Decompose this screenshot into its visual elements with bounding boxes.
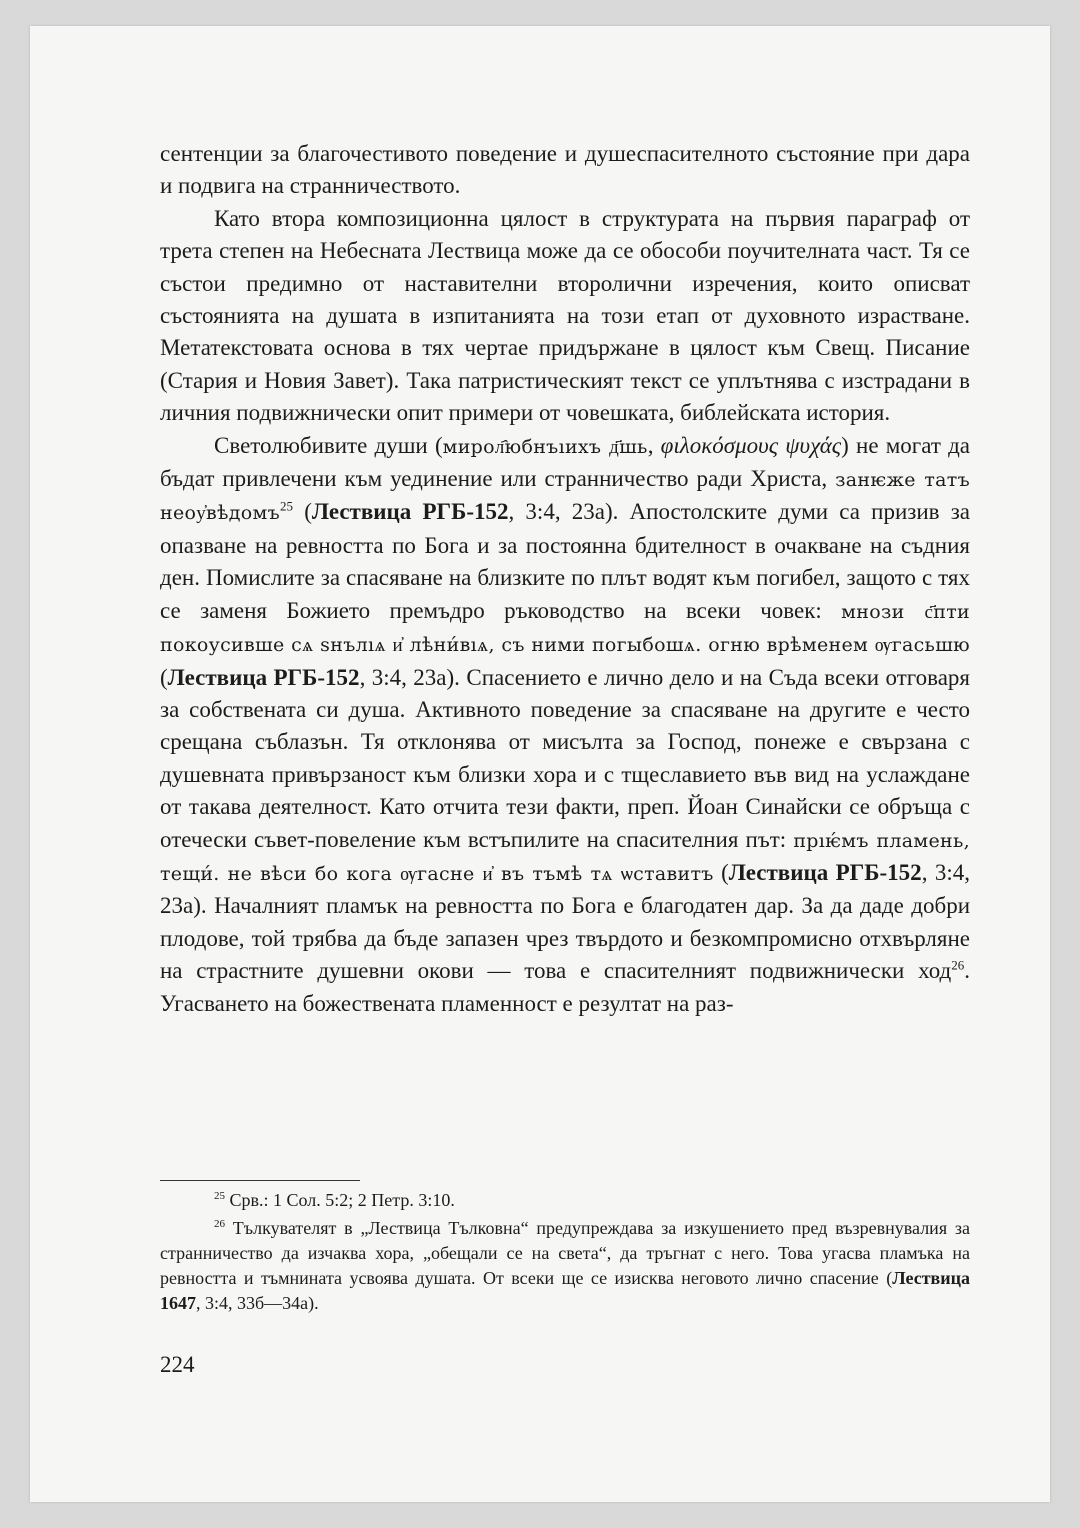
source-ref-3: Лествица РГБ-152 [728, 859, 922, 885]
footnote-25 [160, 1188, 970, 1213]
source-ref-1: Лествица РГБ-152 [311, 499, 509, 525]
footnote-26-text-b: , 3:4, 33б—34а). [196, 1293, 319, 1313]
slavonic-quote-4: прıѥ́мъ пламень, тещи́. не вѣси бо кога ѹгасне и҆ въ тъмѣ тѧ ѡставитъ [160, 829, 970, 885]
p3-text-a: Светолюбивите души ( [214, 432, 443, 458]
book-page [30, 26, 1050, 1502]
slavonic-quote-1: мирол҄юбнъıихъ д҃шь [442, 435, 648, 458]
paragraph-3 [160, 430, 970, 1020]
p3-text-c: , 3:4, 23а). Спасението е лично дело и на Съда всеки отговаря за собствената си душа. Активното поведение за спасяване на другите е често срещана съблазън. Тя отклонява от мисълта за Господ, понеже е свързана с душевната привързаност към близки хора и с тщеславието във вид на услаждане от такава деятелност. Като отчита тези факти, преп. Йоан Синайски се обръща с отечески съвет-повеление към встъпилите на спасителния път: [160, 664, 970, 852]
slavonic-quote-2: занѥже татъ неоу҆вѣдомъ [160, 469, 970, 525]
footnote-26-text-a: Тълкувателят в „Лествица Тълковна“ предупреждава за изкушението пред възревнувалия за странничество да изчаква хора, „обещали се на света“, да тръгнат с него. Това угасва пламъка на ревността и тъмнината усвоява душата. От всеки ще се изисква неговото лично спасение ( [160, 1218, 970, 1288]
p3-paren-open-2: ( [160, 664, 168, 690]
main-text [160, 138, 970, 1020]
p3-comma: , [647, 432, 661, 458]
page-number: 224 [160, 1352, 195, 1377]
p3-text-e: . Угасването на божествената пламенност е резултат на раз- [160, 958, 970, 1016]
footnote-ref-25: 25 [280, 498, 294, 514]
slavonic-quote-3: мнози с҃пти покоусивше сѧ ѕнълıѧ и҆ лѣни́вıѧ, съ ними погыбошѧ. огню врѣменем ѹгасьшю [160, 600, 970, 657]
source-ref-2: Лествица РГБ-152 [167, 664, 360, 690]
p3-text-b: ) не могат да бъдат привлечени към уединение или странничество ради Христа, [160, 432, 970, 492]
p3-paren-open-1: ( [293, 499, 312, 525]
paragraph-2: Като втора композиционна цялост в структурата на първия параграф от трета степен на Небесната Лествица може да се обособи поучителната част. Тя се състои предимно от наставителни второлични изречения, които описват състоянията на душата в изпитанията на този етап от духовното израстване. Метатекстовата основа в тях чертае придържане в цялост към Свещ. Писание (Стария и Новия Завет). Така патристическият текст се уплътнява с изстрадани в личния подвижнически опит примери от човешката, библейската история. [160, 205, 970, 426]
footnote-25-number: 25 [214, 1190, 225, 1202]
p3-text-ref1: , 3:4, 23а). Апостолските думи са призив за опазване на ревността по Бога и за постоянна бдителност в очакване на съдния ден. Помислите за спасяване на близките по плът водят към погибел, защото с тях се заменя Божието премъдро ръководство на всеки човек: [160, 499, 970, 623]
footnote-26-number: 26 [214, 1218, 225, 1230]
greek-quote: φιλοκόσμους ψυχάς [660, 432, 842, 458]
footnote-25-text: Срв.: 1 Сол. 5:2; 2 Петр. 3:10. [225, 1190, 455, 1210]
footnote-divider [160, 1180, 360, 1181]
p3-paren-open-3: ( [713, 859, 729, 885]
footnote-26-source: Лествица 1647 [160, 1268, 970, 1313]
paragraph-1: сентенции за благочестивото поведение и душеспасителното състояние при дара и подвига на странничеството. [160, 141, 970, 199]
footnote-ref-26: 26 [951, 957, 965, 973]
footnote-26 [160, 1216, 970, 1316]
p3-text-d: , 3:4, 23а). Началният пламък на ревността по Бога е благодатен дар. За да даде добри плодове, той трябва да бъде запазен чрез твърдото и безкомпромисно отхвърляне на страстните душевни окови — това е спасителният подвижнически ход [160, 859, 971, 984]
